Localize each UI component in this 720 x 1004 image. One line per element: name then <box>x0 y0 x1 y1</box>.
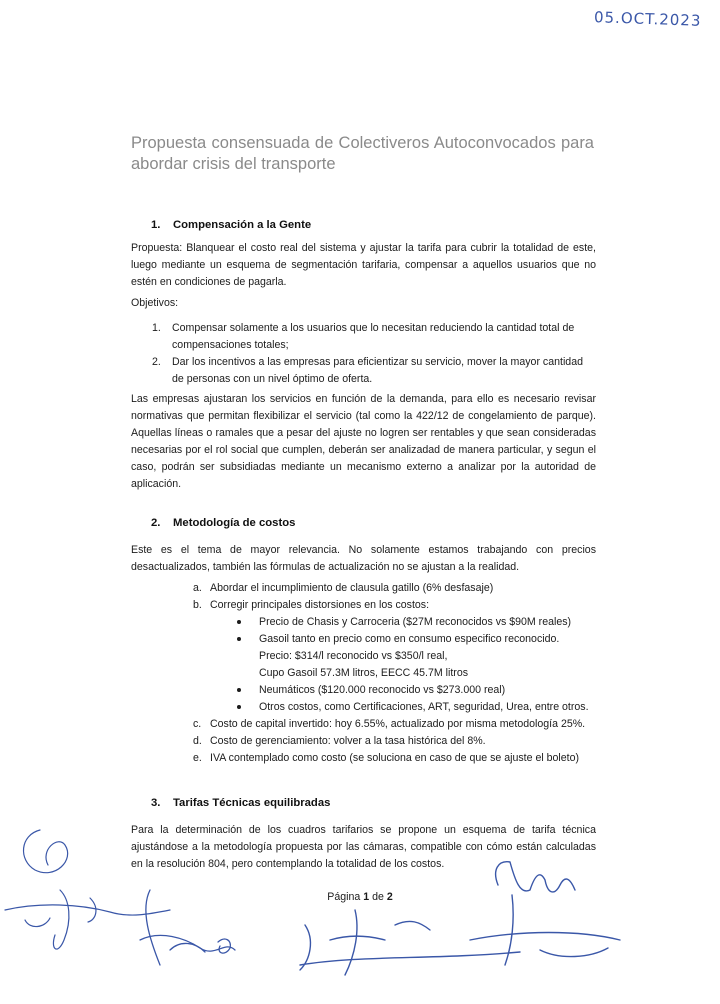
document-title: Propuesta consensuada de Colectiveros Autoconvocados para abordar crisis del transporte <box>131 134 594 173</box>
section-1-title: Compensación a la Gente <box>173 219 312 231</box>
section-2-body: Este es el tema de mayor relevancia. No solamente estamos trabajando con precios desactualizados, también las fórmulas de actualización no se ajustan a la realidad. <box>131 544 596 573</box>
item-text: Costo de capital invertido: hoy 6.55%, actualizado por misma metodología 25%. <box>210 718 586 730</box>
gasoil-text: Gasoil tanto en precio como en consumo especifico reconocido. <box>259 633 560 645</box>
objetivo-item <box>131 354 596 388</box>
costos-item-a <box>193 580 603 597</box>
signature-center <box>300 910 520 975</box>
section-1-proposal: Propuesta: Blanquear el costo real del sistema y ajustar la tarifa para cubrir la totalidad de este, luego mediante un esquema de segmentación tarifaria, compensar a aquellos usuarios que no estén en condiciones de pagarla. <box>131 242 596 288</box>
section-2-number: 2. <box>151 517 161 529</box>
page-current: 1 <box>363 891 370 903</box>
objetivo-text: Compensar solamente a los usuarios que lo necesitan reduciendo la cantidad total de compensaciones totales; <box>172 322 575 351</box>
page-of: de <box>372 891 384 903</box>
section-2-title: Metodología de costos <box>173 517 296 529</box>
bullet-neumaticos: Neumáticos ($120.000 reconocido vs $273.000 real) <box>210 682 603 699</box>
section-3-body: Para la determinación de los cuadros tarifarios se propone un esquema de tarifa técnica ajustándose a la metodología propuesta por las cámaras, compatible con cómo están calculadas en la resolución 804, pero contemplando la totalidad de los costos. <box>131 824 596 870</box>
item-text: Abordar el incumplimiento de clausula gatillo (6% desfasaje) <box>210 582 494 594</box>
costos-item-c <box>193 716 603 733</box>
item-text: IVA contemplado como costo (se soluciona en caso de que se ajuste el boleto) <box>210 752 580 764</box>
page-label: Página <box>327 891 361 903</box>
costos-list <box>193 580 603 767</box>
signatures <box>0 790 720 1004</box>
signature-center-left <box>140 890 235 965</box>
signature-left <box>5 830 170 949</box>
item-letter: e. <box>193 752 202 764</box>
section-1-body: Las empresas ajustaran los servicios en función de la demanda, para ello es necesario revisar normativas que permitan flexibilizar el servicio (tal como la 422/12 de congelamiento de parque). Aquellas líneas o ramales que a pesar del ajuste no logren ser rentables y que sean consideradas necesarias por el rol social que cumplen, deberán ser analizadad de manera particular, y segun el caso, podrán ser subsidiadas mediante un mecanismo externo a analizar por la autoridad de aplicación. <box>131 393 596 490</box>
gasoil-precio: Precio: $314/l reconocido vs $350/l real, <box>259 650 448 662</box>
distorsiones-list <box>210 614 603 716</box>
item-letter: d. <box>193 735 202 747</box>
item-letter: b. <box>193 599 202 611</box>
bullet-chasis: Precio de Chasis y Carroceria ($27M reconocidos vs $90M reales) <box>210 614 603 631</box>
item-letter: c. <box>193 718 202 730</box>
objetivo-text: Dar los incentivos a las empresas para eficientizar su servicio, mover la mayor cantidad de personas con un nivel óptimo de oferta. <box>172 356 583 385</box>
objetivos-list <box>131 320 596 388</box>
gasoil-cupo: Cupo Gasoil 57.3M litros, EECC 45.7M litros <box>259 667 469 679</box>
objetivo-number: 1. <box>152 322 161 334</box>
section-1-number: 1. <box>151 219 161 231</box>
bullet-gasoil <box>210 631 603 682</box>
bullet-otros: Otros costos, como Certificaciones, ART, seguridad, Urea, entre otros. <box>210 699 603 716</box>
signature-right <box>470 862 620 965</box>
objetivo-item <box>131 320 596 354</box>
costos-item-b <box>193 597 603 716</box>
item-text: Costo de gerenciamiento: volver a la tasa histórica del 8%. <box>210 735 486 747</box>
section-1-heading <box>151 219 311 231</box>
costos-item-d <box>193 733 603 750</box>
objetivos-label: Objetivos: <box>131 297 179 309</box>
page-total: 2 <box>386 891 393 903</box>
objetivo-number: 2. <box>152 356 161 368</box>
date-stamp: 05.OCT.2023 <box>593 8 702 30</box>
section-3-number: 3. <box>151 797 161 809</box>
section-2-heading <box>151 517 295 529</box>
section-3-title: Tarifas Técnicas equilibradas <box>173 797 331 809</box>
costos-item-e <box>193 750 603 767</box>
item-letter: a. <box>193 582 202 594</box>
item-text: Corregir principales distorsiones en los costos: <box>210 599 430 611</box>
